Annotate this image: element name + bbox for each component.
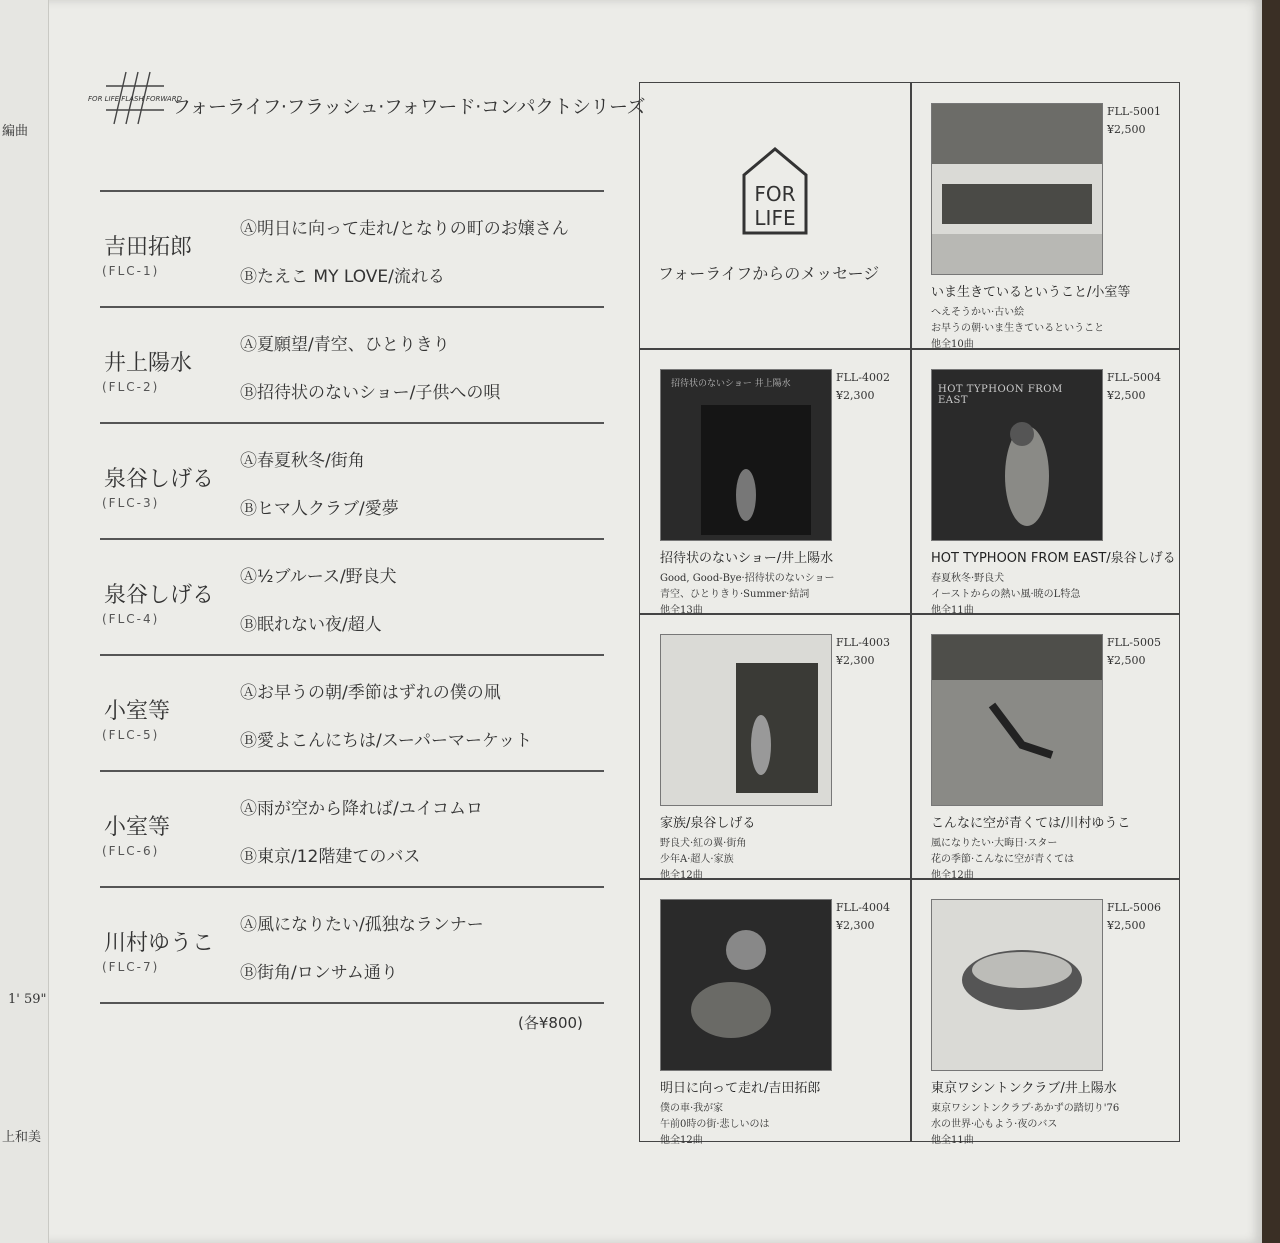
album-title: 東京ワシントンクラブ/井上陽水 [931, 1081, 1117, 1096]
single-side-a: Ⓐ春夏秋冬/街角 [240, 451, 365, 471]
single-artist: 泉谷しげる [104, 467, 215, 492]
cover-photo-icon [932, 900, 1102, 1070]
album-catno: FLL-4002 [836, 371, 890, 384]
single-side-b: Ⓑ招待状のないショー/子供への唄 [240, 383, 501, 403]
singles-list [100, 190, 604, 1004]
list-item [100, 306, 604, 422]
album-price: ¥2,300 [836, 389, 875, 402]
single-catno: (FLC-1) [102, 264, 160, 278]
single-side-b: Ⓑ東京/12階建てのバス [240, 847, 421, 867]
list-item [100, 422, 604, 538]
album-tracks-1: 東京ワシントンクラブ·あかずの踏切り'76 [931, 1103, 1120, 1114]
single-artist: 井上陽水 [104, 351, 193, 376]
single-side-a: Ⓐお早うの朝/季節はずれの僕の凧 [240, 683, 501, 703]
album-card [640, 879, 910, 1144]
album-price: ¥2,500 [1107, 919, 1146, 932]
single-catno: (FLC-5) [102, 728, 160, 742]
album-cover-image [931, 103, 1103, 275]
album-card [640, 614, 910, 879]
single-artist: 泉谷しげる [104, 583, 215, 608]
album-tracks-1: へえそうかい·古い絵 [931, 307, 1025, 318]
album-card [911, 879, 1181, 1144]
album-catno: FLL-5005 [1107, 636, 1161, 649]
single-side-a: Ⓐ雨が空から降れば/ユイコムロ [240, 799, 484, 819]
album-cover-image [931, 899, 1103, 1071]
single-side-b: Ⓑ愛よこんにちは/スーパーマーケット [240, 731, 533, 751]
list-item [100, 886, 604, 1004]
album-cover-text: HOT TYPHOON FROM EAST [938, 384, 1063, 406]
cover-photo-icon [932, 406, 1102, 536]
album-catalog-grid [639, 82, 1180, 1146]
cover-photo-icon [932, 635, 1102, 805]
album-title: 家族/泉谷しげる [660, 816, 756, 831]
single-catno: (FLC-3) [102, 496, 160, 510]
album-price: ¥2,300 [836, 919, 875, 932]
list-item [100, 770, 604, 886]
single-side-a: Ⓐ風になりたい/孤独なランナー [240, 915, 484, 935]
forlife-message: フォーライフからのメッセージ [658, 264, 880, 283]
album-card [911, 614, 1181, 879]
album-price: ¥2,500 [1107, 654, 1146, 667]
album-card [911, 83, 1181, 348]
list-item [100, 538, 604, 654]
single-side-a: Ⓐ½ブルース/野良犬 [240, 567, 397, 587]
album-track-count: 他全11曲 [931, 605, 974, 616]
series-title: フォーライフ·フラッシュ·フォワード·コンパクトシリーズ [172, 96, 646, 118]
album-cover-image [931, 634, 1103, 806]
cover-photo-icon [661, 900, 831, 1070]
album-track-count: 他全12曲 [660, 870, 703, 881]
album-tracks-1: 僕の車·我が家 [660, 1103, 724, 1114]
single-artist: 小室等 [104, 815, 171, 840]
album-catno: FLL-4003 [836, 636, 890, 649]
album-tracks-2: 水の世界·心もよう·夜のバス [931, 1119, 1058, 1130]
album-tracks-2: 青空、ひとりきり·Summer·結詞 [660, 589, 810, 600]
album-tracks-2: 少年A·超人·家族 [660, 854, 734, 865]
album-title: こんなに空が青くては/川村ゆうこ [931, 816, 1131, 831]
album-catno: FLL-5006 [1107, 901, 1161, 914]
list-item [100, 654, 604, 770]
series-logo-icon [88, 70, 182, 126]
forlife-house-logo-icon [740, 145, 810, 237]
single-artist: 吉田拓郎 [104, 235, 193, 260]
edge-duration: 1' 59" [8, 992, 47, 1007]
album-tracks-1: Good, Good-Bye·招待状のないショー [660, 573, 835, 584]
album-tracks-1: 春夏秋冬·野良犬 [931, 573, 1005, 584]
forlife-message-cell [640, 83, 910, 348]
cover-photo-icon [661, 395, 831, 545]
cover-photo-icon [932, 104, 1102, 274]
album-title: HOT TYPHOON FROM EAST/泉谷しげる [931, 551, 1176, 566]
album-catno: FLL-4004 [836, 901, 890, 914]
album-catno: FLL-5001 [1107, 105, 1161, 118]
album-cover-image [931, 369, 1103, 541]
single-side-a: Ⓐ明日に向って走れ/となりの町のお嬢さん [240, 219, 569, 239]
single-catno: (FLC-6) [102, 844, 160, 858]
album-tracks-2: 午前0時の街·悲しいのは [660, 1119, 770, 1130]
single-catno: (FLC-7) [102, 960, 160, 974]
album-title: 招待状のないショー/井上陽水 [660, 551, 834, 566]
album-track-count: 他全13曲 [660, 605, 703, 616]
album-tracks-2: 花の季節·こんなに空が青くては [931, 854, 1075, 865]
list-item [100, 190, 604, 306]
single-artist: 川村ゆうこ [104, 931, 215, 956]
album-price: ¥2,300 [836, 654, 875, 667]
album-card [911, 349, 1181, 614]
album-card [640, 349, 910, 614]
cover-photo-icon [661, 635, 831, 805]
album-track-count: 他全10曲 [931, 339, 974, 350]
single-side-b: Ⓑたえこ MY LOVE/流れる [240, 267, 445, 287]
single-side-b: Ⓑ街角/ロンサム通り [240, 963, 398, 983]
forlife-logo-line1: FOR [754, 182, 796, 206]
album-tracks-1: 野良犬·紅の翼·街角 [660, 838, 747, 849]
left-page-strip [0, 0, 49, 1243]
album-tracks-2: お早うの朝·いま生きているということ [931, 323, 1105, 334]
single-catno: (FLC-2) [102, 380, 160, 394]
album-cover-text: 招待状のないショー 井上陽水 [671, 379, 791, 389]
single-artist: 小室等 [104, 699, 171, 724]
album-track-count: 他全11曲 [931, 1135, 974, 1146]
album-title: 明日に向って走れ/吉田拓郎 [660, 1081, 821, 1096]
album-title: いま生きているということ/小室等 [931, 285, 1131, 300]
edge-name: 上和美 [2, 1130, 42, 1145]
series-logo-text: FOR LIFE FLASH FORWARD [88, 95, 182, 103]
edge-arrange-label: 編曲 [2, 124, 29, 139]
album-tracks-2: イーストからの熱い風·暁のL特急 [931, 589, 1081, 600]
album-track-count: 他全12曲 [660, 1135, 703, 1146]
single-side-a: Ⓐ夏願望/青空、ひとりきり [240, 335, 450, 355]
forlife-logo-line2: LIFE [754, 206, 796, 230]
price-note: (各¥800) [518, 1014, 583, 1032]
single-catno: (FLC-4) [102, 612, 160, 626]
single-side-b: Ⓑヒマ人クラブ/愛夢 [240, 499, 399, 519]
album-track-count: 他全12曲 [931, 870, 974, 881]
album-price: ¥2,500 [1107, 389, 1146, 402]
album-cover-image [660, 634, 832, 806]
single-side-b: Ⓑ眠れない夜/超人 [240, 615, 382, 635]
album-tracks-1: 風になりたい·大晦日·スター [931, 838, 1058, 849]
album-cover-image [660, 369, 832, 541]
album-catno: FLL-5004 [1107, 371, 1161, 384]
album-cover-image [660, 899, 832, 1071]
album-price: ¥2,500 [1107, 123, 1146, 136]
